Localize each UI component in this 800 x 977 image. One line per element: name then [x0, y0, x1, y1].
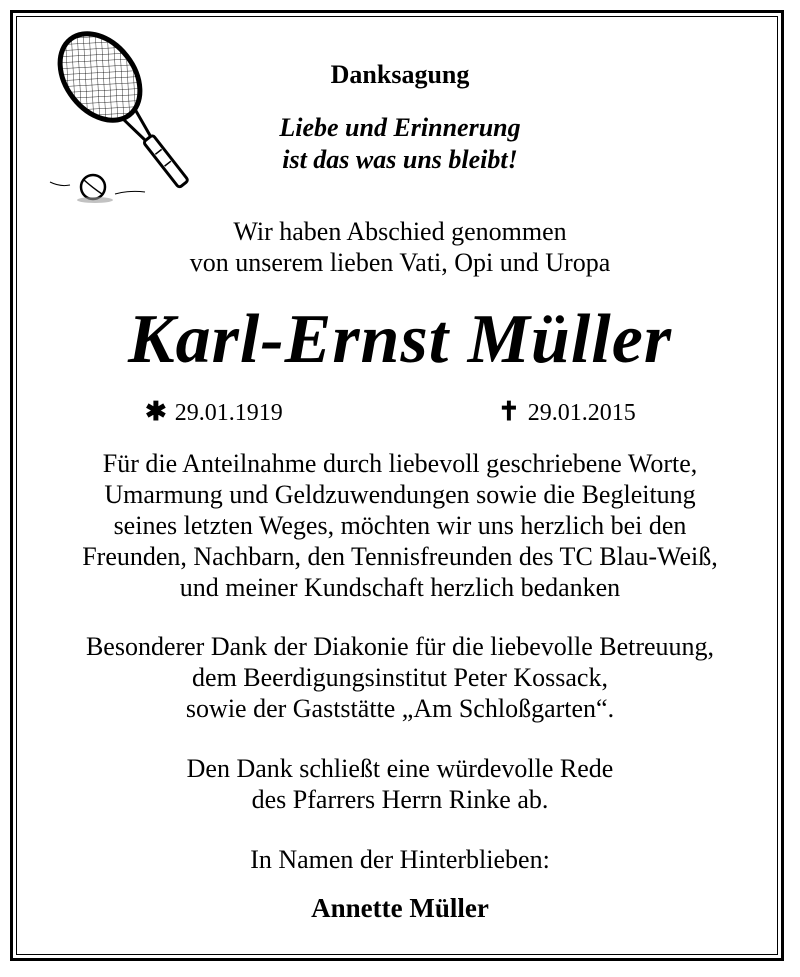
paragraph-line: Den Dank schließt eine würdevolle Rede [186, 754, 614, 783]
birth-date [145, 397, 283, 427]
paragraph-line: des Pfarrers Herrn Rinke ab. [251, 785, 549, 814]
deceased-name: Karl-Ernst Müller [127, 301, 673, 378]
asterisk-icon: ✱ [145, 397, 167, 426]
paragraph-line: Freunden, Nachbarn, den Tennisfreunden des TC Blau-Weiß, [82, 542, 718, 571]
closing-paragraph [0, 753, 800, 815]
death-date-value: 29.01.2015 [527, 400, 636, 426]
paragraph-line: Umarmung und Geldzuwendungen sowie die Begleitung [104, 480, 696, 509]
paragraph-line: Für die Anteilnahme durch liebevoll geschriebene Worte, [102, 449, 698, 478]
intro-text [0, 216, 800, 278]
intro-line: Wir haben Abschied genommen [233, 217, 567, 246]
notice-heading: Danksagung [330, 60, 470, 89]
tennis-ball-icon [77, 175, 113, 203]
thanks-paragraph [0, 448, 800, 603]
signer-name: Annette Müller [311, 893, 489, 923]
death-date [498, 397, 636, 427]
paragraph-line: dem Beerdigungsinstitut Peter Kossack, [192, 663, 608, 692]
paragraph-line: Besonderer Dank der Diakonie für die liebevolle Betreuung, [85, 632, 715, 661]
special-thanks-paragraph [0, 631, 800, 724]
cross-icon: ✝ [498, 397, 520, 426]
paragraph-line: seines letzten Weges, möchten wir uns herzlich bei den [113, 511, 687, 540]
motto-line: Liebe und Erinnerung [279, 113, 521, 142]
birth-date-value: 29.01.1919 [174, 400, 283, 426]
motto-line: ist das was uns bleibt! [282, 145, 518, 174]
signature-intro: In Namen der Hinterblieben: [250, 845, 550, 874]
intro-line: von unserem lieben Vati, Opi und Uropa [189, 248, 611, 277]
paragraph-line: und meiner Kundschaft herzlich bedanken [179, 573, 621, 602]
paragraph-line: sowie der Gaststätte „Am Schloßgarten“. [185, 694, 615, 723]
motto [0, 112, 800, 176]
